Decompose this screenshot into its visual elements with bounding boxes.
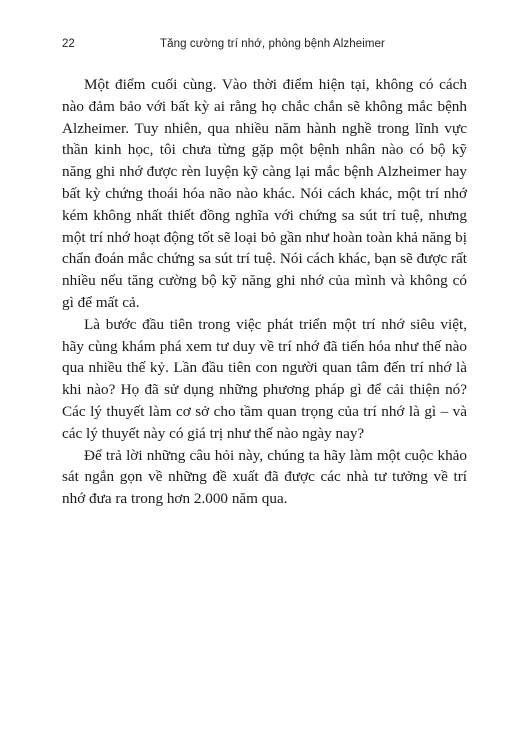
paragraph-1: Một điểm cuối cùng. Vào thời điểm hiện tại, không có cách nào đảm bảo với bất kỳ ai rằng họ chắc chắn sẽ không mắc bệnh Alzheimer. Tuy nhiên, qua nhiều năm hành nghề trong lĩnh vực thần kinh học, tôi chưa từng gặp một bệnh nhân nào có bộ kỹ năng ghi nhớ được rèn luyện kỹ càng lại mắc bệnh Alzheimer hay bất kỳ chứng thoái hóa não nào khác. Nói cách khác, một trí nhớ kém không nhất thiết đồng nghĩa với chứng sa sút trí tuệ, nhưng một trí nhớ hoạt động tốt sẽ loại bỏ gần như hoàn toàn khả năng bị chẩn đoán mắc chứng sa sút trí tuệ. Nói cách khác, bạn sẽ được rất nhiều nếu tăng cường bộ kỹ năng ghi nhớ của mình và không có gì để mất cả. xyxy=(62,76,467,311)
running-title: Tăng cường trí nhớ, phòng bệnh Alzheimer xyxy=(160,38,385,50)
paragraph-3: Để trả lời những câu hỏi này, chúng ta hãy làm một cuộc khảo sát ngắn gọn về những đề xuất đã được các nhà tư tưởng về trí nhớ đưa ra trong hơn 2.000 năm qua. xyxy=(62,446,467,508)
paragraph-2: Là bước đầu tiên trong việc phát triển một trí nhớ siêu việt, hãy cùng khám phá xem tư duy về trí nhớ đã tiến hóa như thế nào qua nhiều thế kỷ. Lần đầu tiên con người quan tâm đến trí nhớ là khi nào? Họ đã sử dụng những phương pháp gì để cải thiện nó? Các lý thuyết làm cơ sở cho tầm quan trọng của trí nhớ là gì – và các lý thuyết này có giá trị như thế nào ngày nay? xyxy=(62,315,467,442)
running-header xyxy=(62,38,467,54)
body-text xyxy=(62,74,467,510)
page-number: 22 xyxy=(62,38,75,50)
